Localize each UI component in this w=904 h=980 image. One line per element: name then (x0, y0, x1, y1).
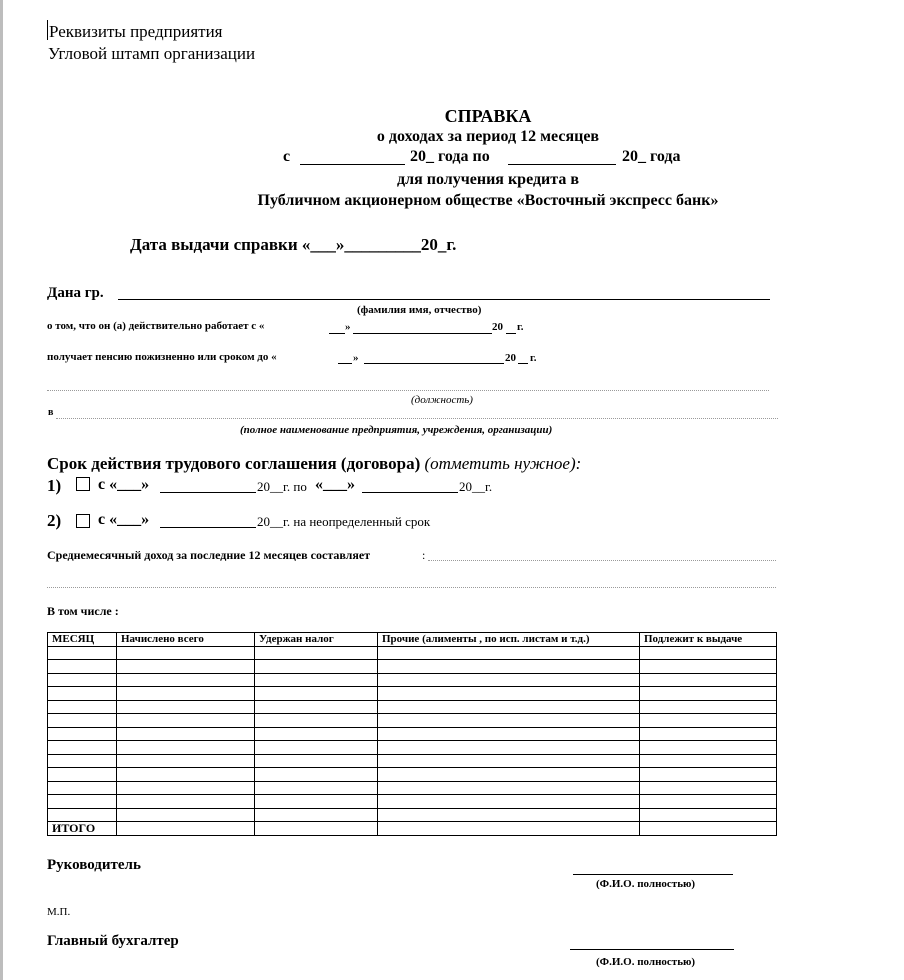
table-cell[interactable] (378, 660, 640, 674)
table-cell[interactable] (255, 700, 378, 714)
works-day-field[interactable] (329, 333, 345, 334)
position-field[interactable] (47, 390, 769, 391)
option-2-checkbox[interactable] (76, 514, 90, 532)
accountant-signature-field[interactable] (570, 949, 734, 950)
table-row (48, 687, 777, 701)
table-row (48, 700, 777, 714)
org-caption: (полное наименование предприятия, учреждения, организации) (240, 424, 553, 436)
table-cell[interactable] (378, 808, 640, 822)
avg-income-colon: : (422, 548, 426, 562)
table-cell[interactable] (117, 700, 255, 714)
table-cell[interactable] (255, 660, 378, 674)
table-cell[interactable] (255, 714, 378, 728)
table-cell[interactable] (255, 808, 378, 822)
option-1-year: 20__г. по (257, 479, 307, 494)
table-cell[interactable] (640, 808, 777, 822)
director-caption: (Ф.И.О. полностью) (596, 878, 696, 890)
table-cell[interactable] (117, 768, 255, 782)
table-cell[interactable] (255, 741, 378, 755)
table-cell[interactable] (640, 822, 777, 836)
table-cell[interactable] (117, 754, 255, 768)
table-cell[interactable] (255, 768, 378, 782)
table-cell[interactable] (378, 754, 640, 768)
avg-income-label: Среднемесячный доход за последние 12 месяцев составляет (47, 548, 371, 562)
issue-date: Дата выдачи справки «___»_________20_г. (130, 235, 457, 254)
stamp-label: Угловой штамп организации (48, 44, 256, 63)
table-row (48, 660, 777, 674)
title-bank-line: Публичном акционерном обществе «Восточный экспресс банк» (257, 192, 719, 209)
table-cell[interactable] (640, 673, 777, 687)
table-cell[interactable] (640, 781, 777, 795)
option-1-to: «___» (315, 476, 355, 493)
works-quote-close: » (345, 321, 351, 333)
pension-label: получает пенсию пожизненно или сроком до « (47, 351, 277, 363)
table-cell[interactable] (255, 673, 378, 687)
agreement-note: (отметить нужное): (424, 454, 582, 473)
table-cell[interactable] (378, 768, 640, 782)
table-cell[interactable] (48, 727, 117, 741)
stamp-mark: М.П. (47, 906, 71, 918)
column-header-accrued: Начислено всего (117, 633, 255, 647)
including-label: В том числе : (47, 604, 119, 618)
table-cell[interactable] (378, 781, 640, 795)
table-cell[interactable] (640, 660, 777, 674)
option-1-from: с «___» (98, 476, 150, 493)
table-cell[interactable] (640, 646, 777, 660)
table-row (48, 795, 777, 809)
table-cell[interactable] (117, 781, 255, 795)
checkbox-box-icon (76, 477, 90, 491)
table-cell[interactable] (255, 822, 378, 836)
option-1-to-field[interactable] (362, 492, 458, 493)
person-label: Дана гр. (47, 285, 104, 301)
table-cell[interactable] (117, 660, 255, 674)
title-period-line: о доходах за период 12 месяцев (376, 128, 600, 145)
avg-income-field-continued[interactable] (47, 587, 776, 588)
option-2-from: с «___» (98, 511, 150, 528)
table-cell[interactable] (640, 795, 777, 809)
table-cell[interactable] (378, 687, 640, 701)
title-credit-line: для получения кредита в (397, 171, 579, 188)
option-1-number: 1) (47, 476, 62, 495)
agreement-title: Срок действия трудового соглашения (договора) (47, 454, 421, 473)
table-cell[interactable] (378, 646, 640, 660)
table-total-row (48, 822, 777, 836)
text-cursor (47, 20, 48, 40)
option-1-checkbox[interactable] (76, 477, 90, 495)
table-cell[interactable] (378, 727, 640, 741)
period-from-field[interactable] (300, 164, 405, 165)
option-2-end: 20__г. на неопределенный срок (257, 514, 431, 529)
column-header-month: МЕСЯЦ (48, 633, 117, 647)
director-label: Руководитель (47, 857, 141, 873)
table-cell[interactable] (255, 795, 378, 809)
table-row (48, 646, 777, 660)
table-row (48, 754, 777, 768)
table-cell[interactable] (48, 741, 117, 755)
pension-year-label: 20 (505, 352, 516, 364)
position-caption: (должность) (411, 394, 473, 406)
pension-quote-close: » (353, 352, 359, 364)
period-year2-label: 20_ года (622, 148, 681, 165)
table-cell[interactable] (640, 754, 777, 768)
pension-month-field[interactable] (364, 363, 504, 364)
table-cell[interactable] (117, 727, 255, 741)
period-from-label: с (283, 148, 291, 165)
column-header-other: Прочие (алименты , по исп. листам и т.д.) (378, 633, 640, 647)
table-cell[interactable] (48, 673, 117, 687)
option-1-end: 20__г. (459, 479, 493, 494)
table-row (48, 673, 777, 687)
org-name-field[interactable] (56, 418, 778, 419)
period-to-field[interactable] (508, 164, 616, 165)
table-cell[interactable] (117, 714, 255, 728)
table-row (48, 781, 777, 795)
works-month-field[interactable] (353, 333, 492, 334)
table-row (48, 714, 777, 728)
director-signature-field[interactable] (573, 874, 733, 875)
accountant-caption: (Ф.И.О. полностью) (596, 956, 696, 968)
checkbox-box-icon (76, 514, 90, 528)
period-year1-label: 20_ года по (410, 148, 490, 165)
table-cell[interactable] (378, 822, 640, 836)
person-name-field[interactable] (118, 299, 770, 300)
column-header-payable: Подлежит к выдаче (640, 633, 777, 647)
pension-year-field[interactable] (518, 363, 528, 364)
table-cell[interactable] (48, 700, 117, 714)
pension-g-label: г. (530, 352, 537, 364)
person-name-caption: (фамилия имя, отчество) (357, 304, 482, 316)
option-2-from-field[interactable] (160, 527, 256, 528)
table-cell[interactable] (117, 673, 255, 687)
table-cell[interactable] (378, 795, 640, 809)
org-in-label: в (48, 407, 54, 418)
table-cell[interactable] (378, 700, 640, 714)
table-cell[interactable] (255, 687, 378, 701)
table-cell[interactable] (48, 714, 117, 728)
table-cell[interactable] (255, 727, 378, 741)
table-cell[interactable] (640, 727, 777, 741)
table-row (48, 768, 777, 782)
works-since-label: о том, что он (а) действительно работает с « (47, 320, 265, 332)
table-cell[interactable] (255, 781, 378, 795)
table-cell[interactable] (117, 687, 255, 701)
table-cell[interactable] (48, 687, 117, 701)
table-cell[interactable] (640, 700, 777, 714)
requisites-label: Реквизиты предприятия (49, 22, 223, 41)
table-cell[interactable] (48, 754, 117, 768)
table-row (48, 741, 777, 755)
table-cell[interactable] (48, 808, 117, 822)
table-cell[interactable] (378, 741, 640, 755)
accountant-label: Главный бухгалтер (47, 933, 179, 949)
table-cell[interactable] (640, 687, 777, 701)
table-cell[interactable] (48, 768, 117, 782)
income-table (47, 632, 777, 836)
table-cell[interactable] (117, 741, 255, 755)
avg-income-field[interactable] (428, 560, 776, 561)
table-cell[interactable] (48, 781, 117, 795)
table-cell[interactable] (48, 660, 117, 674)
table-cell[interactable] (640, 768, 777, 782)
page-edge (0, 0, 3, 980)
table-cell[interactable] (117, 808, 255, 822)
table-cell[interactable] (640, 741, 777, 755)
agreement-heading (47, 454, 581, 474)
column-header-tax: Удержан налог (255, 633, 378, 647)
table-cell[interactable] (117, 646, 255, 660)
option-1-from-field[interactable] (160, 492, 256, 493)
table-row (48, 808, 777, 822)
table-row (48, 727, 777, 741)
document-title: СПРАВКА (444, 106, 532, 126)
table-cell[interactable] (117, 795, 255, 809)
option-2-number: 2) (47, 511, 62, 530)
table-header-row (48, 633, 777, 647)
table-cell[interactable] (48, 646, 117, 660)
table-cell[interactable] (48, 795, 117, 809)
works-year-field[interactable] (506, 333, 516, 334)
table-cell[interactable] (255, 646, 378, 660)
table-cell[interactable] (378, 714, 640, 728)
table-cell[interactable] (255, 754, 378, 768)
total-label: ИТОГО (48, 822, 117, 836)
works-g-label: г. (517, 321, 524, 333)
table-cell[interactable] (640, 714, 777, 728)
works-year-label: 20 (492, 321, 503, 333)
table-cell[interactable] (117, 822, 255, 836)
pension-day-field[interactable] (338, 363, 352, 364)
table-cell[interactable] (378, 673, 640, 687)
